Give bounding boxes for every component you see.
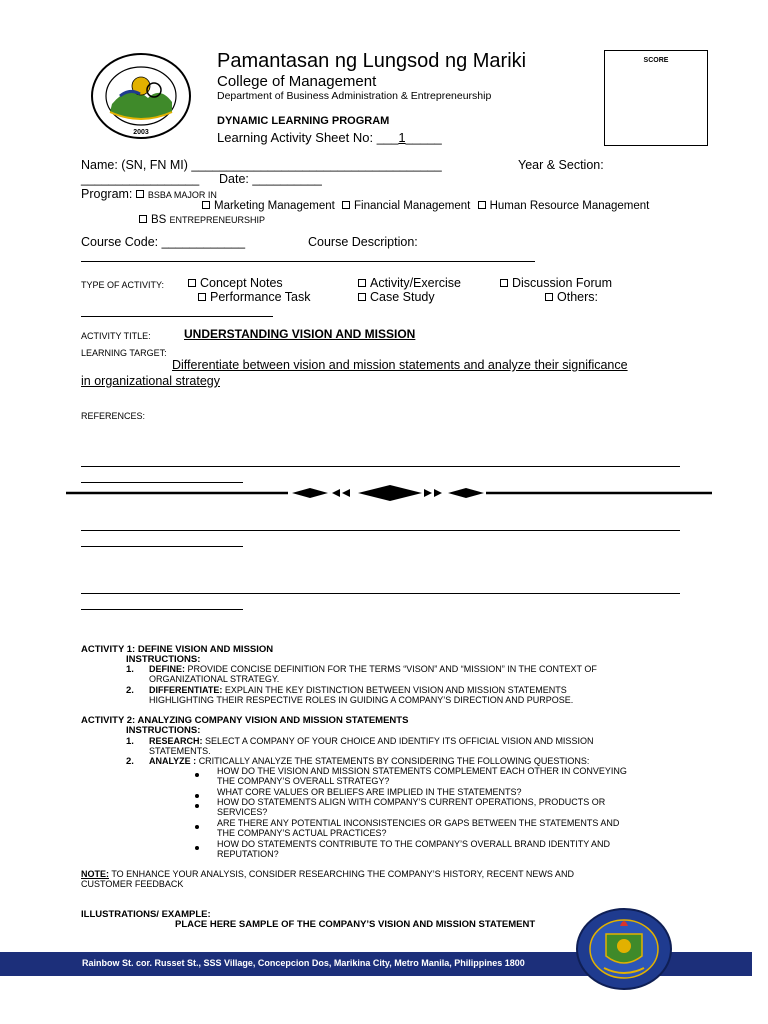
footer-address: Rainbow St. cor. Russet St., SSS Village, Concepcion Dos, Marikina City, Metro Manila, Philippines 1800 <box>82 958 525 968</box>
checkbox-icon[interactable] <box>342 201 350 209</box>
question-1-cont: THE COMPANY’S OVERALL STRATEGY? <box>217 776 390 786</box>
activity1-item1: DEFINE: PROVIDE CONCISE DEFINITION FOR THE TERMS “VISON” AND “MISSION” IN THE CONTEXT OF <box>149 664 597 674</box>
activity2-item1-cont: STATEMENTS. <box>149 746 211 756</box>
checkbox-icon[interactable] <box>478 201 486 209</box>
activity-title: UNDERSTANDING VISION AND MISSION <box>184 327 416 341</box>
question-2: WHAT CORE VALUES OR BELIEFS ARE IMPLIED IN THE STATEMENTS? <box>217 787 522 797</box>
activity2-item2-num: 2. <box>126 756 134 767</box>
bullet-icon <box>195 839 199 857</box>
reference-line[interactable] <box>81 546 243 547</box>
college-name: College of Management <box>217 73 377 90</box>
note-cont: CUSTOMER FEEDBACK <box>81 879 184 889</box>
checkbox-icon[interactable] <box>358 293 366 301</box>
divider-ornament-icon <box>66 484 712 502</box>
score-box[interactable] <box>604 50 708 146</box>
department-name: Department of Business Administration & Entrepreneurship <box>217 90 492 102</box>
university-name: Pamantasan ng Lungsod ng Mariki <box>217 50 527 72</box>
bullet-icon <box>195 818 199 836</box>
university-seal-icon <box>90 52 192 140</box>
sheet-number-line: Learning Activity Sheet No: ___1_____ <box>217 130 442 145</box>
svg-text:2003: 2003 <box>133 129 149 136</box>
activity2-item1: RESEARCH: SELECT A COMPANY OF YOUR CHOICE AND IDENTIFY ITS OFFICIAL VISION AND MISSION <box>149 736 594 746</box>
type-case-study[interactable]: Case Study <box>358 290 435 304</box>
type-others[interactable]: Others: <box>545 290 598 304</box>
checkbox-icon[interactable] <box>139 215 147 223</box>
reference-line[interactable] <box>81 482 243 483</box>
type-of-activity-label: TYPE OF ACTIVITY: <box>81 280 165 290</box>
note: NOTE: TO ENHANCE YOUR ANALYSIS, CONSIDER RESEARCHING THE COMPANY’S HISTORY, RECENT NEWS AND <box>81 869 574 879</box>
course-description-line[interactable] <box>81 261 535 262</box>
program-majors <box>202 200 649 212</box>
learning-target-label: LEARNING TARGET: <box>81 348 167 358</box>
activity2-item2: ANALYZE : CRITICALLY ANALYZE THE STATEMENTS BY CONSIDERING THE FOLLOWING QUESTIONS: <box>149 756 590 766</box>
checkbox-icon[interactable] <box>202 201 210 209</box>
college-seal-icon <box>576 908 672 990</box>
others-line[interactable] <box>81 316 273 317</box>
bs-entrepreneurship-option: BS ENTREPRENEURSHIP <box>139 214 265 226</box>
activity-title-label: ACTIVITY TITLE: <box>81 331 151 341</box>
activity2-title: ACTIVITY 2: ANALYZING COMPANY VISION AND MISSION STATEMENTS <box>81 715 409 726</box>
checkbox-icon[interactable] <box>358 279 366 287</box>
illustrations-instruction: PLACE HERE SAMPLE OF THE COMPANY’S VISION AND MISSION STATEMENT <box>175 919 536 930</box>
checkbox-icon[interactable] <box>500 279 508 287</box>
checkbox-icon[interactable] <box>198 293 206 301</box>
course-code-field[interactable]: Course Code: ____________ <box>81 235 246 249</box>
reference-line[interactable] <box>81 530 680 531</box>
type-concept-notes[interactable]: Concept Notes <box>188 276 283 290</box>
references-label: REFERENCES: <box>81 411 146 421</box>
question-5-cont: REPUTATION? <box>217 849 279 859</box>
financial-option: Financial Management <box>354 200 471 212</box>
activity2-item1-num: 1. <box>126 736 134 747</box>
question-3-cont: SERVICES? <box>217 807 268 817</box>
activity2-instructions-label: INSTRUCTIONS: <box>126 725 201 736</box>
question-1: HOW DO THE VISION AND MISSION STATEMENTS COMPLEMENT EACH OTHER IN CONVEYING <box>217 766 627 776</box>
year-section-label: Year & Section: <box>518 158 604 172</box>
activity1-item1-cont: ORGANIZATIONAL STRATEGY. <box>149 674 280 684</box>
bullet-icon <box>195 766 199 784</box>
type-activity-exercise[interactable]: Activity/Exercise <box>358 276 461 290</box>
checkbox-icon[interactable] <box>188 279 196 287</box>
marketing-option: Marketing Management <box>214 200 335 212</box>
bullet-icon <box>195 797 199 815</box>
learning-target-line1: Differentiate between vision and mission statements and analyze their significance <box>172 358 628 372</box>
course-description-label: Course Description: <box>308 235 418 249</box>
activity1-item2-cont: HIGHLIGHTING THEIR RESPECTIVE ROLES IN GUIDING A COMPANY’S DIRECTION AND PURPOSE. <box>149 695 574 705</box>
reference-line[interactable] <box>81 466 680 467</box>
type-performance-task[interactable]: Performance Task <box>198 290 311 304</box>
hrm-option: Human Resource Management <box>489 200 650 212</box>
question-5: HOW DO STATEMENTS CONTRIBUTE TO THE COMPANY’S OVERALL BRAND IDENTITY AND <box>217 839 611 849</box>
activity1-item2-num: 2. <box>126 685 134 696</box>
question-3: HOW DO STATEMENTS ALIGN WITH COMPANY’S CURRENT OPERATIONS, PRODUCTS OR <box>217 797 606 807</box>
reference-line[interactable] <box>81 609 243 610</box>
reference-line[interactable] <box>81 593 680 594</box>
type-discussion-forum[interactable]: Discussion Forum <box>500 276 612 290</box>
program-title: DYNAMIC LEARNING PROGRAM <box>217 115 390 127</box>
score-label: SCORE <box>643 57 669 64</box>
activity1-item2: DIFFERENTIATE: EXPLAIN THE KEY DISTINCTION BETWEEN VISION AND MISSION STATEMENTS <box>149 685 567 695</box>
name-field[interactable]: Name: (SN, FN MI) ____________________________________ <box>81 158 442 172</box>
date-field[interactable]: Date: __________ <box>219 172 322 186</box>
checkbox-icon[interactable] <box>136 190 144 198</box>
activity1-instructions-label: INSTRUCTIONS: <box>126 654 201 665</box>
question-4-cont: THE COMPANY’S ACTUAL PRACTICES? <box>217 828 387 838</box>
program-label: Program: BSBA MAJOR IN <box>81 187 217 201</box>
checkbox-icon[interactable] <box>545 293 553 301</box>
learning-target-line2: in organizational strategy <box>81 374 220 388</box>
year-section-field[interactable]: _________________ <box>81 172 200 186</box>
illustrations-label: ILLUSTRATIONS/ EXAMPLE: <box>81 909 211 920</box>
activity1-item1-num: 1. <box>126 664 134 675</box>
question-4: ARE THERE ANY POTENTIAL INCONSISTENCIES OR GAPS BETWEEN THE STATEMENTS AND <box>217 818 620 828</box>
activity1-title: ACTIVITY 1: DEFINE VISION AND MISSION <box>81 644 274 655</box>
